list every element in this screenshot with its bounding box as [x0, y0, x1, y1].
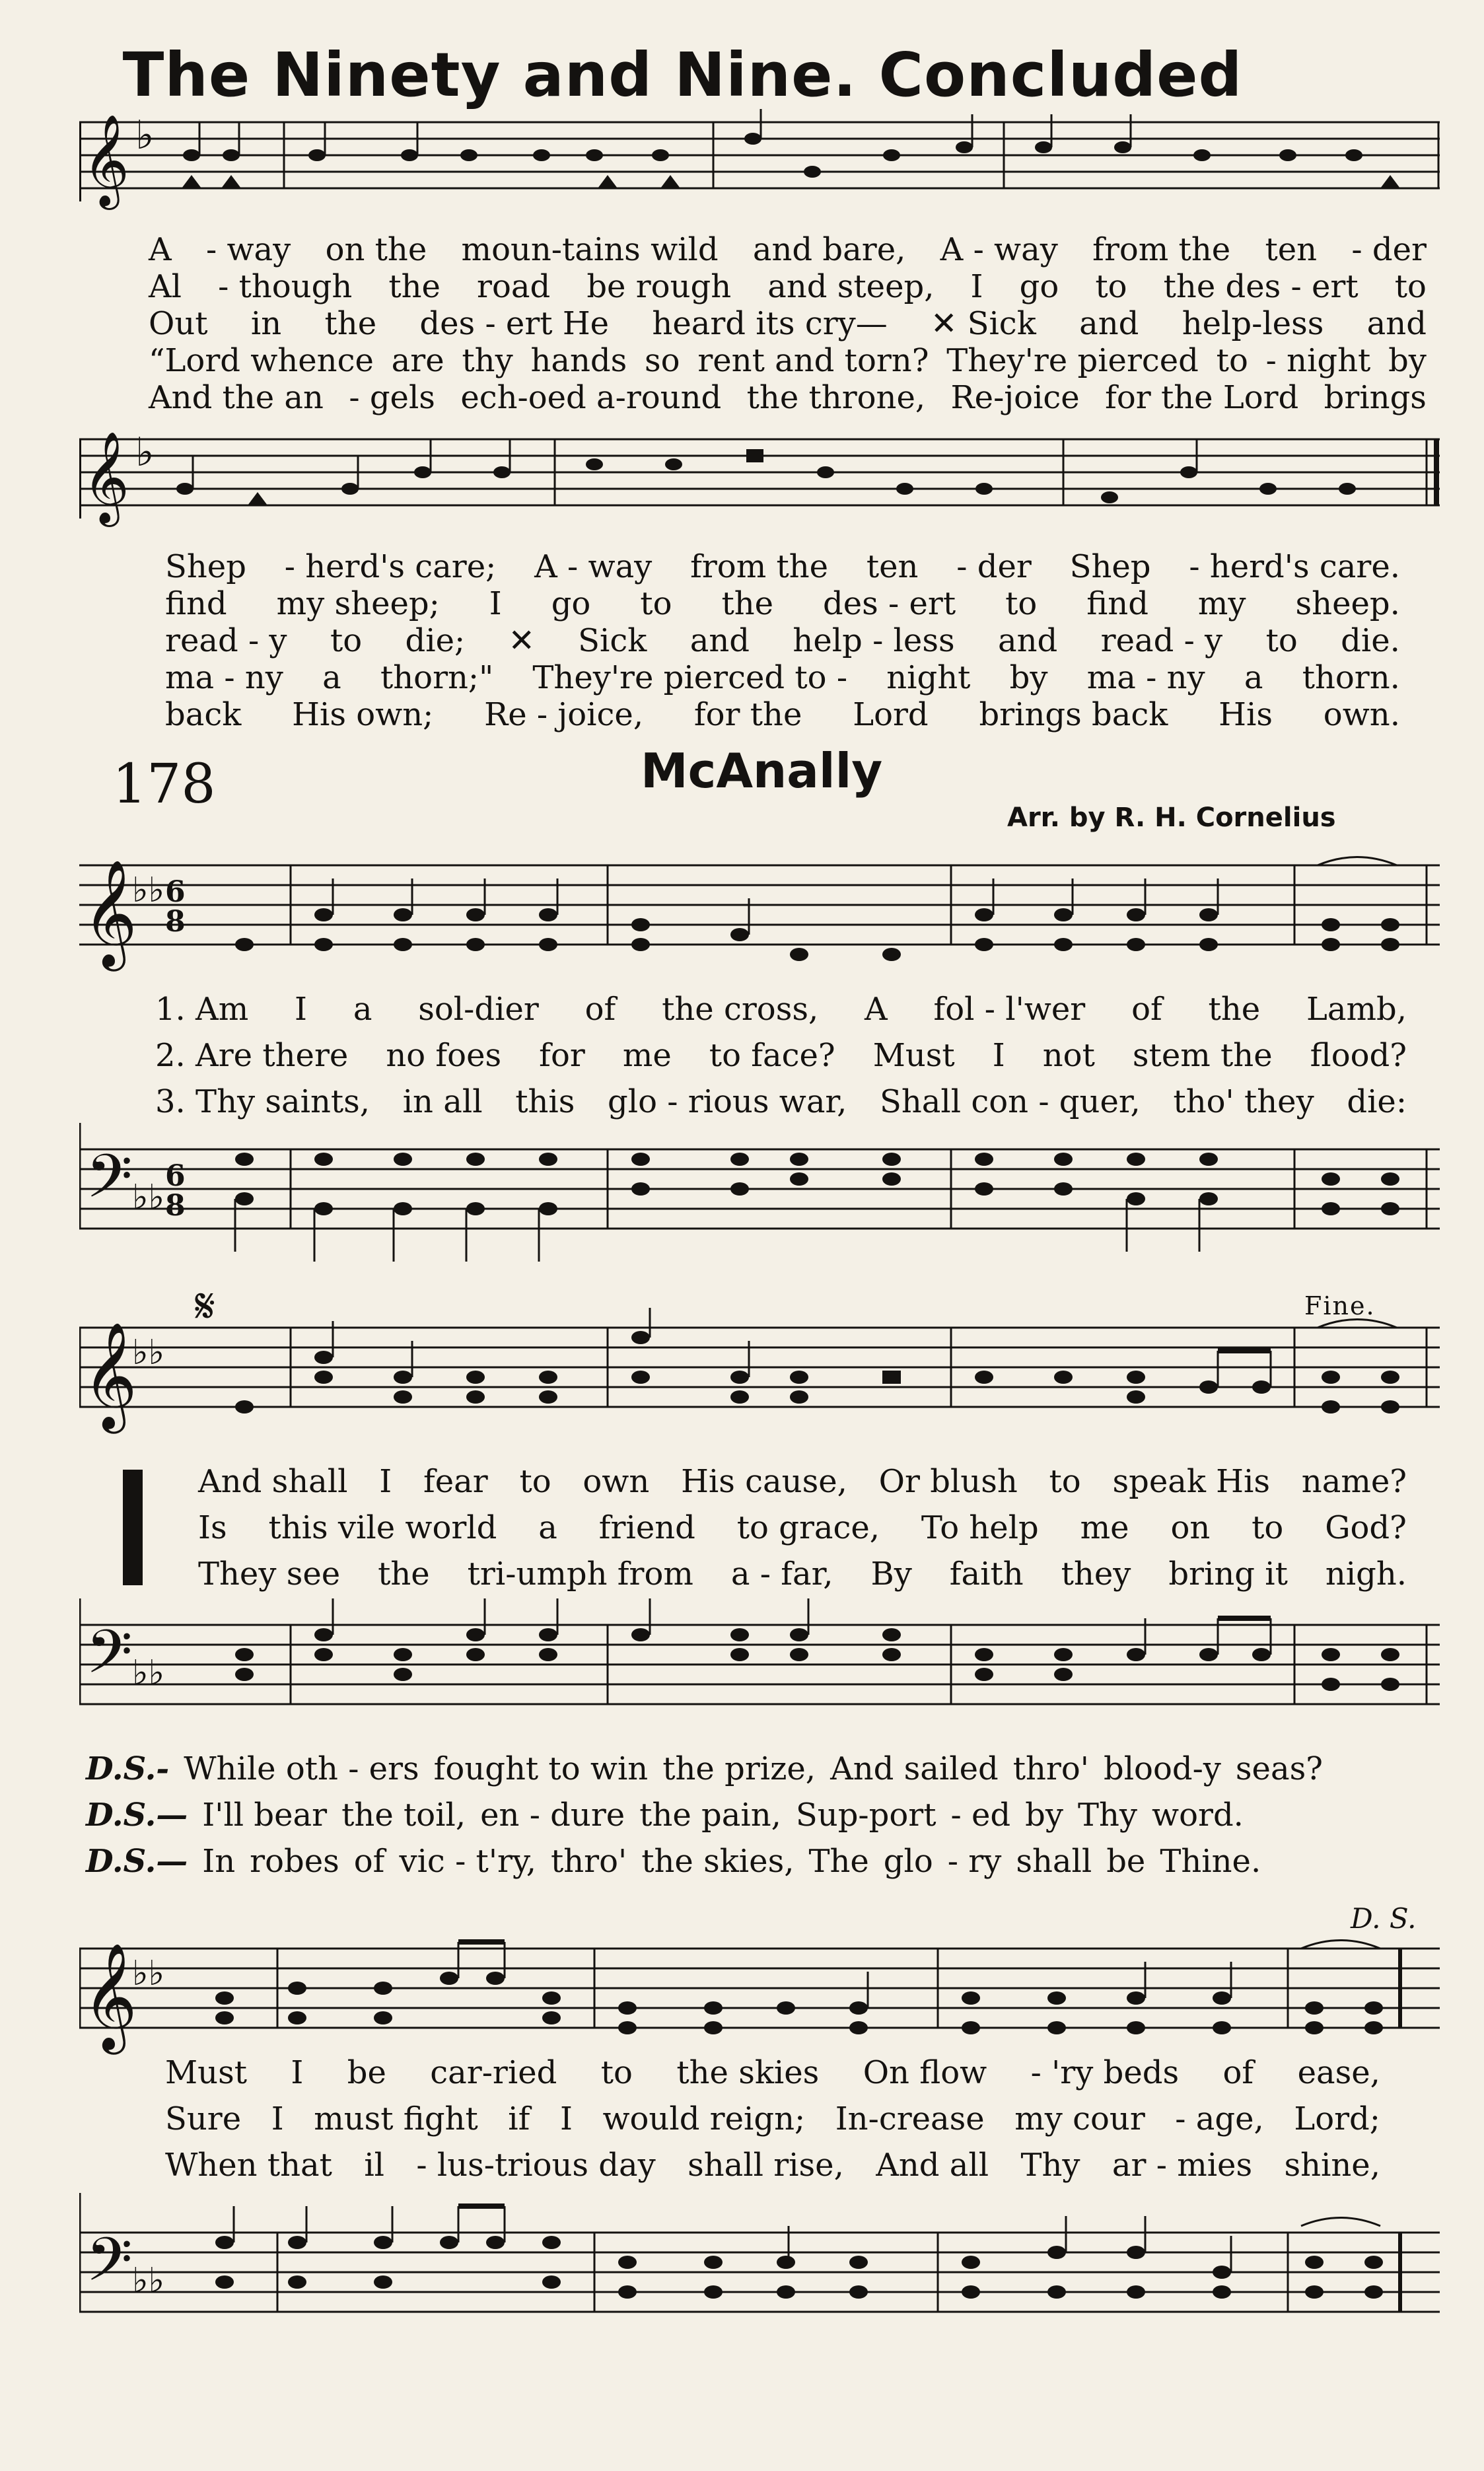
lyric-word: they: [1061, 1556, 1131, 1593]
lyric-line: [165, 2147, 1380, 2184]
lyric-line: [165, 2100, 1380, 2137]
lyric-word: from the: [690, 548, 829, 585]
lyric-word: Re-joice: [950, 379, 1080, 416]
lyric-word: des - ert He: [419, 305, 610, 342]
lyrics-block-top-1: [149, 231, 1427, 416]
svg-text:8: 8: [165, 1189, 186, 1223]
lyric-word: And the an: [149, 379, 324, 416]
svg-text:𝄞: 𝄞: [83, 1322, 137, 1429]
lyric-word: - gels: [349, 379, 435, 416]
lyric-word: of: [584, 991, 616, 1028]
lyric-word: friend: [598, 1509, 695, 1546]
lyric-line: [155, 1037, 1407, 1074]
lyric-word: - lus-trious day: [416, 2147, 656, 2184]
lyric-word: By: [870, 1556, 912, 1593]
svg-text:6: 6: [165, 1159, 186, 1193]
lyric-word: des - ert: [823, 585, 956, 622]
ds-lyric-line-1: [86, 1750, 1323, 1787]
lyric-word: Al: [149, 268, 182, 305]
lyric-word: Must: [165, 2054, 247, 2091]
lyric-word: thy: [462, 342, 513, 379]
lyric-word: the: [721, 585, 774, 622]
lyric-word: tri-umph from: [467, 1556, 693, 1593]
lyric-word: rent and torn?: [697, 342, 929, 379]
lyric-word: Thy: [1020, 2147, 1080, 2184]
lyric-word: hands: [530, 342, 627, 379]
lyric-word: a: [1244, 659, 1263, 696]
lyric-word: from the: [1092, 231, 1231, 268]
lyric-word: and: [997, 622, 1058, 659]
lyric-word: the prize,: [662, 1750, 816, 1787]
lyric-word: my sheep;: [276, 585, 440, 622]
lyric-word: thorn;": [380, 659, 494, 696]
lyric-word: sheep.: [1295, 585, 1400, 622]
lyric-word: ten: [1265, 231, 1318, 268]
lyric-word: the: [378, 1556, 430, 1593]
lyric-word: my: [1197, 585, 1246, 622]
lyric-word: and bare,: [752, 231, 906, 268]
lyric-word: nigh.: [1325, 1556, 1407, 1593]
svg-text:𝄢: 𝄢: [86, 1141, 133, 1226]
lyric-word: the pain,: [639, 1797, 781, 1834]
lyrics-block-mcanally-3: [165, 2054, 1380, 2184]
refrain-marker: [123, 1470, 143, 1585]
lyric-word: a: [538, 1509, 557, 1546]
lyric-word: heard its cry—: [652, 305, 888, 342]
lyric-word: Thy: [1077, 1797, 1138, 1834]
lyric-word: ma - ny: [165, 659, 283, 696]
lyric-word: - 'ry beds: [1030, 2054, 1180, 2091]
lyric-word: Sick: [578, 622, 647, 659]
lyric-word: A - way: [940, 231, 1058, 268]
lyric-word: The: [808, 1843, 869, 1880]
svg-text:𝄢: 𝄢: [86, 1617, 133, 1701]
lyric-word: help - less: [793, 622, 955, 659]
lyric-word: stem the: [1132, 1037, 1273, 1074]
lyric-word: I'll bear: [202, 1797, 328, 1834]
lyric-word: for the: [693, 696, 802, 733]
lyric-word: by: [1025, 1797, 1063, 1834]
lyric-word: back: [165, 696, 242, 733]
lyric-word: Thine.: [1160, 1843, 1261, 1880]
lyric-word: Shep: [1069, 548, 1151, 585]
lyric-word: read - y: [1100, 622, 1223, 659]
lyric-word: road: [477, 268, 551, 305]
lyric-word: When that: [165, 2147, 332, 2184]
lyric-word: must fight: [314, 2100, 478, 2137]
svg-text:6: 6: [165, 875, 186, 909]
lyric-word: glo: [883, 1843, 933, 1880]
lyric-word: - night: [1265, 342, 1371, 379]
svg-text:♭♭: ♭♭: [132, 1954, 165, 1993]
lyric-word: a: [353, 991, 372, 1028]
lyric-word: speak His: [1112, 1463, 1271, 1500]
lyric-word: would reign;: [602, 2100, 806, 2137]
lyric-word: thro': [550, 1843, 627, 1880]
lyric-word: 3. Thy saints,: [155, 1083, 371, 1120]
lyric-word: In: [202, 1843, 236, 1880]
lyric-word: Shep: [165, 548, 246, 585]
lyric-word: the: [388, 268, 441, 305]
lyric-word: and: [1366, 305, 1427, 342]
lyric-word: go: [1019, 268, 1059, 305]
lyrics-block-top-2: [165, 548, 1400, 733]
lyric-word: find: [165, 585, 227, 622]
lyric-word: In-crease: [835, 2100, 985, 2137]
music-staff-bass-3: [79, 2193, 1440, 2345]
lyric-word: faith: [949, 1556, 1024, 1593]
lyric-word: and: [689, 622, 750, 659]
fine-marking: Fine.: [1304, 1291, 1376, 1320]
music-staff-top: [79, 109, 1440, 228]
lyric-word: I: [992, 1037, 1005, 1074]
ds-lyric-line-3: [86, 1843, 1261, 1880]
lyric-word: ✕ Sick: [931, 305, 1036, 342]
lyric-word: brings: [1324, 379, 1427, 416]
lyric-word: shall: [1016, 1843, 1092, 1880]
lyric-line: [198, 1509, 1407, 1546]
lyric-word: this vile world: [268, 1509, 497, 1546]
lyric-word: seas?: [1235, 1750, 1323, 1787]
lyric-word: go: [551, 585, 591, 622]
lyric-word: fought to win: [433, 1750, 649, 1787]
svg-text:𝄞: 𝄞: [83, 859, 137, 967]
lyric-word: Or blush: [878, 1463, 1018, 1500]
lyric-word: find: [1086, 585, 1148, 622]
music-staff-bass-1: [79, 1123, 1440, 1275]
lyric-word: the des - ert: [1163, 268, 1359, 305]
arranger-credit: Arr. by R. H. Cornelius: [1007, 803, 1336, 833]
lyric-word: D.S.—: [86, 1843, 188, 1880]
lyric-word: ma - ny: [1086, 659, 1205, 696]
lyric-word: brings back: [979, 696, 1168, 733]
lyric-word: - way: [205, 231, 291, 268]
lyric-word: be: [1106, 1843, 1146, 1880]
lyric-word: - der: [1351, 231, 1427, 268]
lyric-word: To help: [921, 1509, 1039, 1546]
lyric-word: His own;: [292, 696, 434, 733]
lyric-word: - age,: [1175, 2100, 1264, 2137]
lyric-line: [165, 696, 1400, 733]
lyric-word: in: [250, 305, 282, 342]
music-staff-treble-2: [79, 1308, 1440, 1440]
lyric-word: vic - t'ry,: [399, 1843, 536, 1880]
lyric-word: shine,: [1284, 2147, 1380, 2184]
lyric-word: On flow: [863, 2054, 987, 2091]
lyric-word: sol-dier: [418, 991, 539, 1028]
lyric-word: to: [1252, 1509, 1284, 1546]
lyric-word: a - far,: [730, 1556, 833, 1593]
lyric-word: His cause,: [681, 1463, 847, 1500]
lyric-word: Lord: [853, 696, 929, 733]
lyric-line: [149, 231, 1427, 268]
lyric-word: the toil,: [341, 1797, 466, 1834]
lyric-word: own: [583, 1463, 650, 1500]
lyric-word: Lamb,: [1306, 991, 1407, 1028]
lyric-word: fol - l'wer: [933, 991, 1086, 1028]
lyric-word: And sailed: [830, 1750, 999, 1787]
lyric-word: Lord;: [1294, 2100, 1380, 2137]
lyric-word: in all: [402, 1083, 483, 1120]
lyric-word: and steep,: [767, 268, 935, 305]
lyric-word: to: [1049, 1463, 1081, 1500]
lyric-word: fear: [423, 1463, 488, 1500]
lyric-word: of: [353, 1843, 385, 1880]
lyric-word: D.S.—: [86, 1797, 188, 1834]
lyric-word: A: [149, 231, 172, 268]
lyric-word: ar - mies: [1112, 2147, 1253, 2184]
lyric-word: - though: [218, 268, 353, 305]
lyric-word: the skies,: [641, 1843, 795, 1880]
lyric-word: A - way: [534, 548, 653, 585]
lyric-word: Sure: [165, 2100, 242, 2137]
lyric-word: of: [1131, 991, 1162, 1028]
lyric-word: en - dure: [480, 1797, 625, 1834]
lyric-word: the: [1208, 991, 1261, 1028]
lyric-word: word.: [1152, 1797, 1244, 1834]
svg-text:♭: ♭: [135, 429, 155, 476]
music-staff-treble-1: [79, 845, 1440, 978]
lyric-word: be rough: [586, 268, 732, 305]
lyric-line: [149, 379, 1427, 416]
lyric-word: and: [1079, 305, 1139, 342]
lyric-word: moun-tains wild: [461, 231, 719, 268]
svg-text:♭♭: ♭♭: [132, 2261, 165, 2301]
lyric-word: tho' they: [1173, 1083, 1314, 1120]
lyric-word: me: [1080, 1509, 1129, 1546]
lyric-word: They're pierced to -: [532, 659, 848, 696]
lyric-word: 2. Are there: [155, 1037, 349, 1074]
lyric-word: me: [622, 1037, 672, 1074]
svg-text:𝄢: 𝄢: [86, 2225, 133, 2309]
lyric-word: robes: [250, 1843, 339, 1880]
lyric-word: on the: [325, 231, 427, 268]
page-title: The Ninety and Nine. Concluded: [122, 40, 1243, 110]
lyric-word: own.: [1323, 696, 1400, 733]
lyric-word: read - y: [165, 622, 287, 659]
lyric-word: I: [291, 2054, 304, 2091]
lyric-word: Must: [872, 1037, 955, 1074]
lyric-word: ✕: [508, 622, 535, 659]
lyric-word: - ed: [950, 1797, 1011, 1834]
lyric-word: ease,: [1297, 2054, 1380, 2091]
lyric-word: blood-y: [1103, 1750, 1221, 1787]
svg-text:♭♭: ♭♭: [132, 871, 165, 910]
svg-text:𝄞: 𝄞: [83, 431, 129, 523]
lyric-word: 1. Am: [155, 991, 249, 1028]
lyric-word: to: [1095, 268, 1127, 305]
lyric-word: this: [515, 1083, 575, 1120]
lyric-word: Is: [198, 1509, 227, 1546]
lyric-word: I: [970, 268, 983, 305]
lyrics-block-mcanally-2: [198, 1463, 1407, 1593]
hymn-title: McAnally: [641, 743, 883, 799]
svg-text:8: 8: [165, 905, 186, 939]
lyric-word: car-ried: [430, 2054, 557, 2091]
ds-lyric-line-2: [86, 1797, 1244, 1834]
ds-marking: D. S.: [1351, 1902, 1417, 1935]
music-staff-treble-3: [79, 1929, 1440, 2061]
lyric-word: - herd's care;: [284, 548, 497, 585]
segno-icon: 𝄋: [195, 1278, 215, 1334]
lyric-word: And all: [876, 2147, 989, 2184]
lyric-word: And shall: [198, 1463, 348, 1500]
lyric-line: [165, 2054, 1380, 2091]
lyric-word: God?: [1325, 1509, 1407, 1546]
lyric-word: His: [1219, 696, 1273, 733]
lyric-word: the throne,: [746, 379, 926, 416]
lyric-line: [155, 1083, 1407, 1120]
lyric-word: of: [1222, 2054, 1254, 2091]
lyric-word: They see: [198, 1556, 341, 1593]
lyric-line: [198, 1463, 1407, 1500]
lyric-word: shall rise,: [688, 2147, 844, 2184]
lyric-word: - der: [956, 548, 1032, 585]
lyric-word: glo - rious war,: [608, 1083, 847, 1120]
lyric-word: night: [886, 659, 971, 696]
lyric-word: ech-oed a-round: [460, 379, 722, 416]
lyric-word: die:: [1347, 1083, 1407, 1120]
lyrics-block-mcanally-1: [155, 991, 1407, 1120]
lyric-line: [149, 268, 1427, 305]
svg-text:♭♭: ♭♭: [132, 1333, 165, 1373]
lyric-word: if: [508, 2100, 530, 2137]
lyric-line: [149, 342, 1427, 379]
lyric-word: I: [489, 585, 502, 622]
lyric-word: While oth - ers: [184, 1750, 419, 1787]
lyric-word: to: [1216, 342, 1248, 379]
svg-text:𝄞: 𝄞: [83, 114, 129, 206]
lyric-word: die;: [405, 622, 466, 659]
lyric-word: name?: [1301, 1463, 1407, 1500]
hymn-number: 178: [112, 753, 216, 816]
lyric-word: Sup-port: [795, 1797, 936, 1834]
lyric-word: be: [347, 2054, 386, 2091]
lyric-word: They're pierced: [946, 342, 1199, 379]
lyric-word: the cross,: [662, 991, 819, 1028]
lyric-word: to: [519, 1463, 551, 1500]
lyric-word: I: [379, 1463, 392, 1500]
lyric-word: by: [1009, 659, 1048, 696]
lyric-word: Out: [149, 305, 208, 342]
lyric-word: il: [364, 2147, 385, 2184]
svg-text:♭: ♭: [135, 112, 155, 159]
lyric-word: are: [391, 342, 444, 379]
lyric-word: A: [865, 991, 888, 1028]
music-staff-bass-2: [79, 1598, 1440, 1744]
svg-text:♭♭: ♭♭: [132, 1653, 165, 1693]
lyric-word: for: [539, 1037, 585, 1074]
lyric-word: my cour: [1014, 2100, 1145, 2137]
lyric-word: thro': [1012, 1750, 1089, 1787]
lyric-word: to: [640, 585, 672, 622]
lyric-word: D.S.-: [86, 1750, 170, 1787]
lyric-word: to: [600, 2054, 633, 2091]
lyric-word: flood?: [1310, 1037, 1407, 1074]
lyric-word: no foes: [386, 1037, 502, 1074]
lyric-word: “Lord whence: [149, 342, 374, 379]
lyric-word: to: [330, 622, 363, 659]
lyric-word: a: [322, 659, 341, 696]
lyric-word: help-less: [1182, 305, 1324, 342]
lyric-line: [198, 1556, 1407, 1593]
lyric-word: I: [271, 2100, 284, 2137]
lyric-word: Re - joice,: [484, 696, 644, 733]
lyric-line: [165, 585, 1400, 622]
lyric-word: bring it: [1168, 1556, 1288, 1593]
lyric-word: to: [1005, 585, 1038, 622]
lyric-word: to: [1394, 268, 1427, 305]
lyric-word: - herd's care.: [1189, 548, 1400, 585]
lyric-line: [165, 659, 1400, 696]
lyric-word: the skies: [676, 2054, 820, 2091]
lyric-word: Shall con - quer,: [880, 1083, 1141, 1120]
lyric-word: ten: [866, 548, 919, 585]
lyric-word: not: [1042, 1037, 1095, 1074]
lyric-word: to grace,: [736, 1509, 880, 1546]
lyric-word: to: [1265, 622, 1298, 659]
music-staff-top-2: [79, 426, 1440, 545]
lyric-word: thorn.: [1302, 659, 1400, 696]
lyric-word: on: [1170, 1509, 1211, 1546]
svg-text:𝄞: 𝄞: [83, 1943, 137, 2050]
lyric-word: to face?: [709, 1037, 835, 1074]
lyric-word: the: [324, 305, 377, 342]
lyric-word: I: [295, 991, 308, 1028]
lyric-line: [155, 991, 1407, 1028]
lyric-word: for the Lord: [1105, 379, 1299, 416]
lyric-word: die.: [1341, 622, 1400, 659]
lyric-word: by: [1388, 342, 1427, 379]
lyric-word: - ry: [947, 1843, 1002, 1880]
svg-text:♭♭: ♭♭: [132, 1178, 165, 1217]
lyric-word: I: [559, 2100, 573, 2137]
lyric-word: so: [645, 342, 680, 379]
lyric-line: [165, 548, 1400, 585]
lyric-line: [165, 622, 1400, 659]
lyric-line: [149, 305, 1427, 342]
